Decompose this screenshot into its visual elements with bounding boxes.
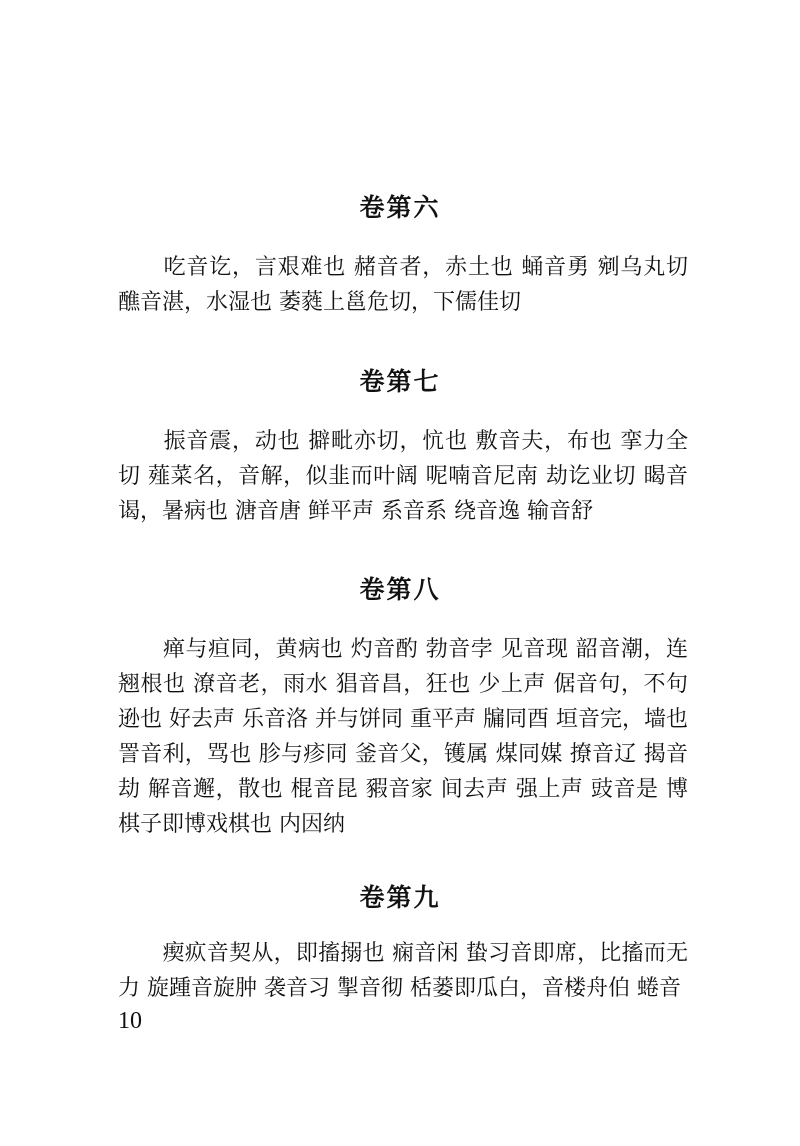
section-text-6: 吃音讫，言艰难也 赭音者，赤土也 蛹音勇 剜乌丸切 醮音湛，水湿也 萎蕤上邕危切，下儒佳切 bbox=[118, 255, 688, 315]
section-title-8: 卷第八 bbox=[359, 575, 441, 604]
page-number: 10 bbox=[118, 1008, 142, 1034]
section-text-7: 振音震，动也 擗毗亦切，忼也 敷音夫，布也 挛力全切 薤菜名，音解，似韭而叶阔 呢喃音尼南 劫讫业切 暍音谒，暑病也 溏音唐 鲜平声 系音系 绕音逸 输音舒 bbox=[118, 429, 688, 524]
section-title-9: 卷第九 bbox=[359, 883, 441, 912]
section-text-8: 瘅与疸同，黄病也 灼音酌 勃音孛 见音现 韶音潮，连翘根也 潦音老，雨水 猖音昌，狂也 少上声 倨音句，不句逊也 好去声 乐音洛 并与饼同 重平声 牖同酉 垣音完，墙也 詈音利，骂也 胗与疹同 釜音父，镬属 煤同媒 撩音辽 揭音劫 解音邂，散也 棍音昆 豭音家 间去声 强上声 豉音是 博棋子即博戏棋也 内因纳 bbox=[118, 637, 688, 837]
section-text-9: 瘈疭音契从，即搐搦也 痫音闲 蛰习音即席，比搐而无力 旋踵音旋肿 袭音习 掣音彻 栝蒌即瓜白，音楼舟伯 蜷音 bbox=[118, 941, 688, 1001]
section-title-6: 卷第六 bbox=[359, 193, 441, 222]
section-title-7: 卷第七 bbox=[359, 367, 441, 396]
